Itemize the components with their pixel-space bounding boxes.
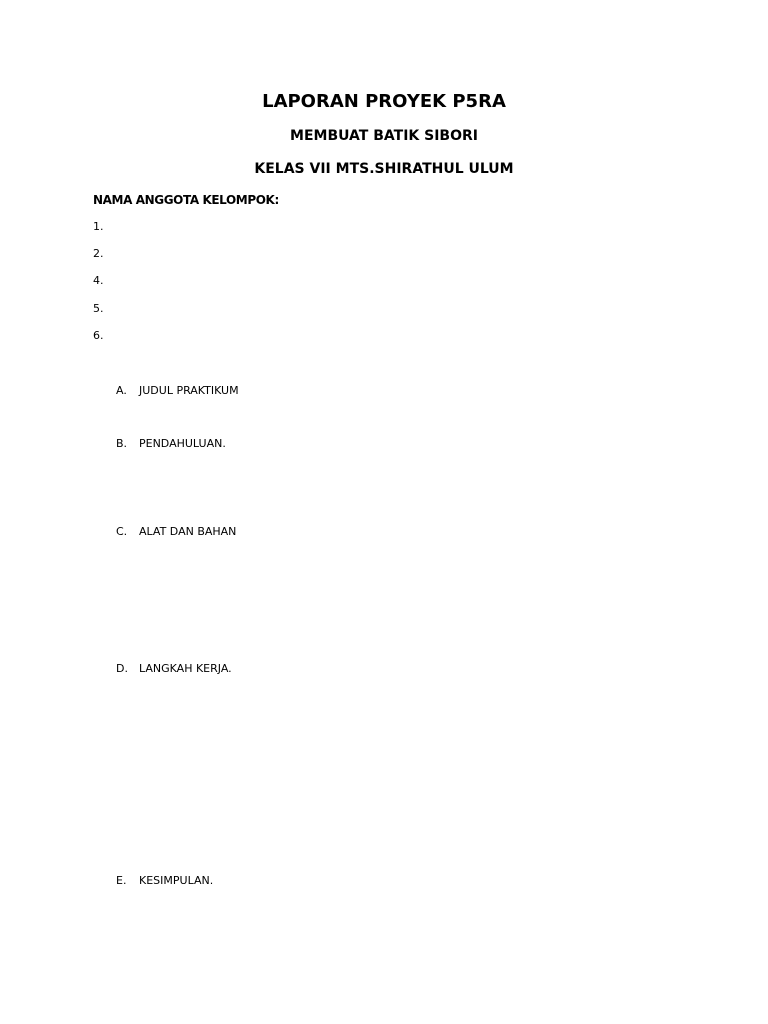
report-title: LAPORAN PROYEK P5RA	[262, 91, 506, 112]
member-item-1: 1.	[93, 220, 104, 233]
section-letter: D.	[116, 662, 128, 675]
member-item-2: 2.	[93, 247, 104, 260]
members-heading: NAMA ANGGOTA KELOMPOK:	[93, 193, 279, 207]
section-letter: B.	[116, 437, 128, 450]
section-letter: E.	[116, 874, 127, 887]
member-item-4: 4.	[93, 274, 104, 287]
member-item-5: 5.	[93, 302, 104, 315]
member-item-6: 6.	[93, 329, 104, 342]
section-a	[116, 383, 239, 399]
report-subtitle: MEMBUAT BATIK SIBORI	[290, 128, 478, 144]
section-e	[116, 873, 213, 889]
section-b	[116, 436, 226, 452]
section-d	[116, 661, 232, 677]
section-label: JUDUL PRAKTIKUM	[139, 384, 239, 397]
section-label: LANGKAH KERJA.	[139, 662, 232, 675]
section-label: ALAT DAN BAHAN	[139, 525, 237, 538]
section-letter: A.	[116, 384, 127, 397]
section-letter: C.	[116, 525, 128, 538]
section-label: PENDAHULUAN.	[139, 437, 226, 450]
class-line: KELAS VII MTS.SHIRATHUL ULUM	[254, 161, 514, 177]
section-c	[116, 524, 236, 540]
section-label: KESIMPULAN.	[139, 874, 214, 887]
